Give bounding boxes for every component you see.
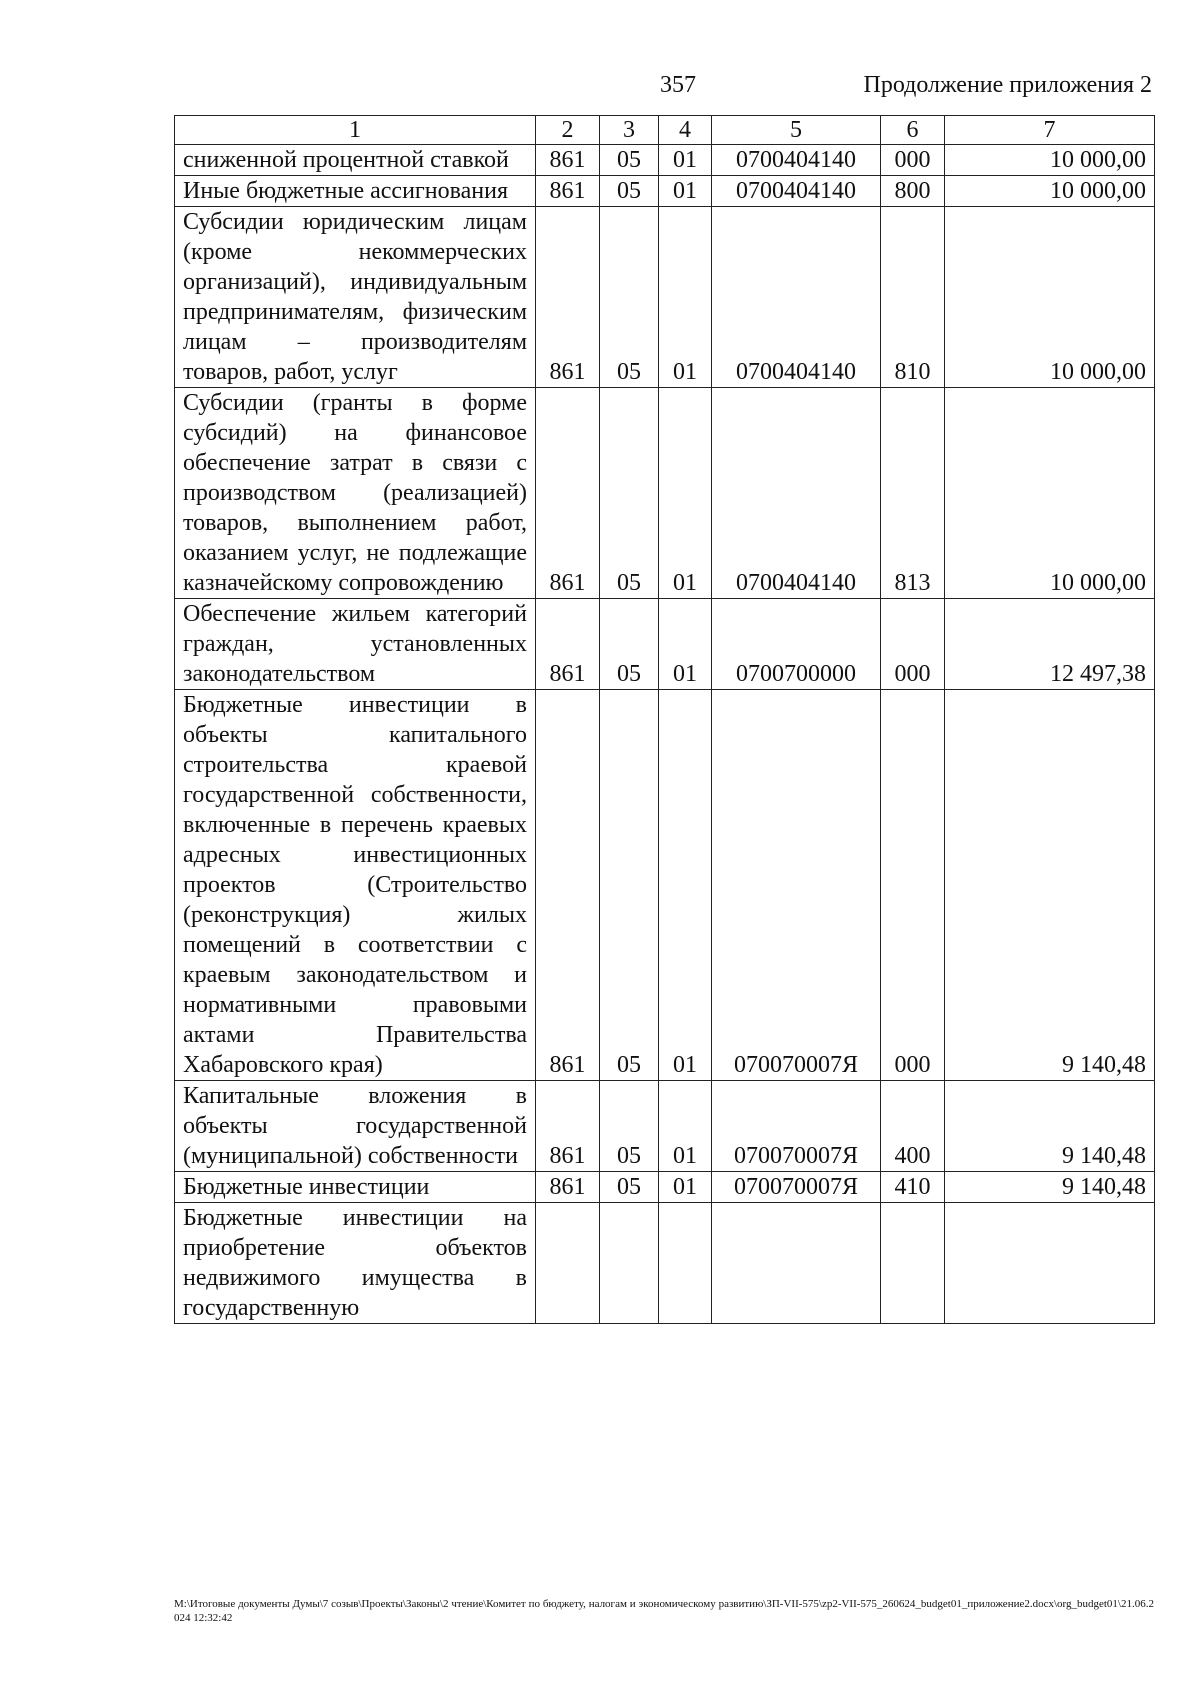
expense-type-code: 410 [881,1172,945,1203]
subsection-code: 01 [659,690,712,1081]
amount [945,1203,1155,1324]
table-header-row [175,116,1155,145]
target-item-code: 0700404140 [712,176,881,207]
target-item-code: 070070007Я [712,1172,881,1203]
target-item-code: 0700404140 [712,207,881,388]
section-code: 05 [600,145,659,176]
table-row [175,599,1155,690]
target-item-code: 070070007Я [712,690,881,1081]
target-item-code: 0700404140 [712,388,881,599]
expense-type-code: 000 [881,599,945,690]
amount: 10 000,00 [945,176,1155,207]
section-code: 05 [600,176,659,207]
subsection-code: 01 [659,176,712,207]
expense-type-code: 800 [881,176,945,207]
column-header: 4 [659,116,712,145]
page-number: 357 [660,72,696,98]
expense-type-code: 400 [881,1081,945,1172]
amount: 9 140,48 [945,690,1155,1081]
section-code [600,1203,659,1324]
section-code: 05 [600,690,659,1081]
expense-name: Субсидии (гранты в форме субсидий) на финансовое обеспечение затрат в связи с производством (реализацией) товаров, выполнением работ, оказанием услуг, не подлежащие казначейскому сопровождению [175,388,536,599]
appendix-continuation-title: Продолжение приложения 2 [863,72,1152,98]
table-row [175,388,1155,599]
table-row [175,1203,1155,1324]
ministry-code: 861 [536,145,600,176]
subsection-code: 01 [659,207,712,388]
target-item-code: 0700404140 [712,145,881,176]
expense-name: Бюджетные инвестиции [175,1172,536,1203]
expense-name: Субсидии юридическим лицам (кроме некоммерческих организаций), индивидуальным предпринимателям, физическим лицам – производителям товаров, работ, услуг [175,207,536,388]
column-header: 2 [536,116,600,145]
expense-name: сниженной процентной ставкой [175,145,536,176]
table-row [175,1172,1155,1203]
subsection-code: 01 [659,388,712,599]
target-item-code: 0700700000 [712,599,881,690]
subsection-code: 01 [659,1081,712,1172]
expense-type-code [881,1203,945,1324]
amount: 10 000,00 [945,145,1155,176]
document-file-path-footer: M:\Итоговые документы Думы\7 созыв\Проекты\Законы\2 чтение\Комитет по бюджету, налогам и экономическому развитию\ЗП-VII-575\zp2-VII-575_260624_budget01_приложение2.docx\org_budget01\21.06.2024 12:32:42 [174,1598,1154,1624]
expense-type-code: 810 [881,207,945,388]
ministry-code: 861 [536,1081,600,1172]
expense-type-code: 000 [881,145,945,176]
expense-name: Иные бюджетные ассигнования [175,176,536,207]
section-code: 05 [600,1081,659,1172]
budget-table [174,115,1155,1324]
target-item-code: 070070007Я [712,1081,881,1172]
ministry-code: 861 [536,176,600,207]
column-header: 7 [945,116,1155,145]
section-code: 05 [600,207,659,388]
expense-type-code: 813 [881,388,945,599]
ministry-code: 861 [536,207,600,388]
subsection-code [659,1203,712,1324]
expense-name: Бюджетные инвестиции на приобретение объектов недвижимого имущества в государственную [175,1203,536,1324]
table-row [175,1081,1155,1172]
table-row [175,207,1155,388]
column-header: 6 [881,116,945,145]
ministry-code: 861 [536,599,600,690]
ministry-code: 861 [536,1172,600,1203]
target-item-code [712,1203,881,1324]
section-code: 05 [600,599,659,690]
table-row [175,145,1155,176]
amount: 12 497,38 [945,599,1155,690]
subsection-code: 01 [659,1172,712,1203]
column-header: 3 [600,116,659,145]
subsection-code: 01 [659,599,712,690]
amount: 9 140,48 [945,1081,1155,1172]
amount: 10 000,00 [945,388,1155,599]
expense-name: Бюджетные инвестиции в объекты капитального строительства краевой государственной собственности, включенные в перечень краевых адресных инвестиционных проектов (Строительство (реконструкция) жилых помещений в соответствии с краевым законодательством и нормативными правовыми актами Правительства Хабаровского края) [175,690,536,1081]
ministry-code: 861 [536,690,600,1081]
expense-type-code: 000 [881,690,945,1081]
table-row [175,690,1155,1081]
expense-name: Капитальные вложения в объекты государственной (муниципальной) собственности [175,1081,536,1172]
column-header: 1 [175,116,536,145]
ministry-code [536,1203,600,1324]
column-header: 5 [712,116,881,145]
ministry-code: 861 [536,388,600,599]
subsection-code: 01 [659,145,712,176]
table-row [175,176,1155,207]
amount: 10 000,00 [945,207,1155,388]
section-code: 05 [600,1172,659,1203]
expense-name: Обеспечение жильем категорий граждан, установленных законодательством [175,599,536,690]
amount: 9 140,48 [945,1172,1155,1203]
section-code: 05 [600,388,659,599]
